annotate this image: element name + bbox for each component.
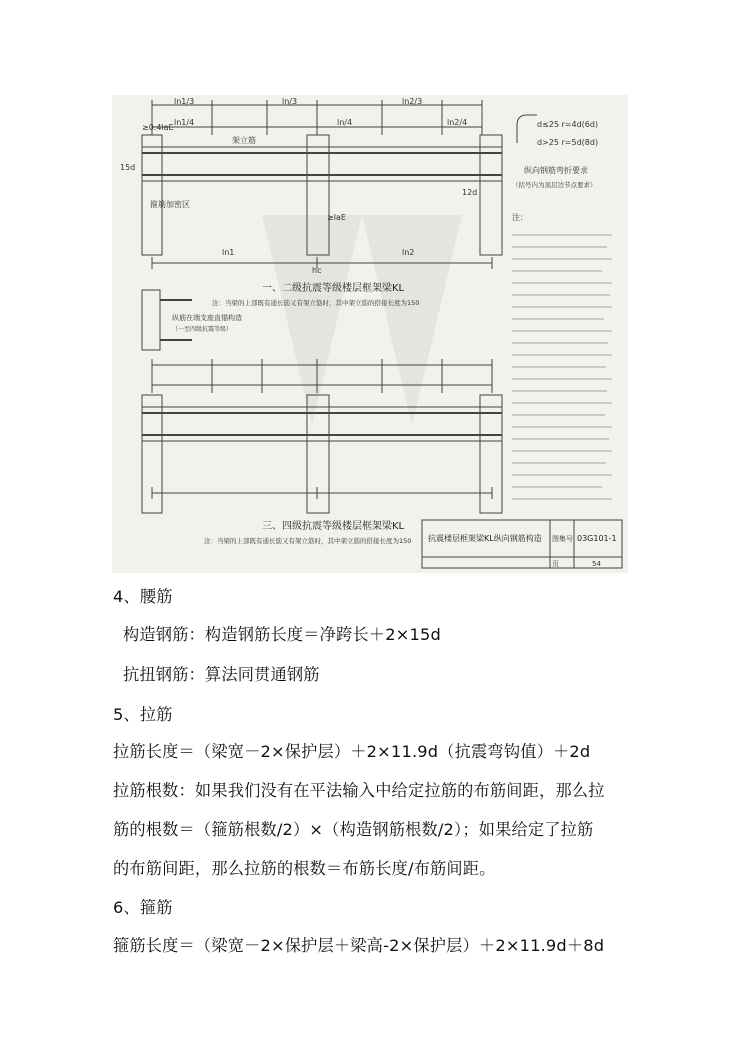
detail-1-title: 一、二级抗震等级楼层框架梁KL xyxy=(262,283,405,294)
text-stirrup-length: 箍筋长度＝（梁宽－2×保护层＋梁高-2×保护层）＋2×11.9d＋8d xyxy=(113,936,605,955)
label-15d: 15d xyxy=(120,163,136,172)
detail-2-note: 注：当梁的上部既有通长筋又有架立筋时，其中架立筋的搭接长度为150 xyxy=(204,537,412,545)
side-anchor-sub: （一至四级抗震等级） xyxy=(172,326,233,333)
label-12d: 12d xyxy=(462,188,478,197)
hook-d1: d≤25 r=4d(6d) xyxy=(537,120,599,129)
label-ln1: ln1 xyxy=(222,248,235,257)
hook-sub: （括号内为顶层边节点要求） xyxy=(512,181,597,189)
text-construction-bar: 构造钢筋：构造钢筋长度＝净跨长＋2×15d xyxy=(123,625,441,644)
label-ln-4: ln/4 xyxy=(337,118,353,127)
notes-title: 注： xyxy=(512,213,528,222)
text-tie-length: 拉筋长度＝（梁宽－2×保护层）＋2×11.9d（抗震弯钩值）＋2d xyxy=(113,742,591,761)
text-tie-count-1: 拉筋根数：如果我们没有在平法输入中给定拉筋的布筋间距，那么拉 xyxy=(113,781,605,800)
heading-tie-bar: 5、拉筋 xyxy=(113,705,173,724)
label-ln-3: ln/3 xyxy=(282,97,298,106)
title-block-page: 54 xyxy=(592,560,601,568)
heading-waist-bar: 4、腰筋 xyxy=(113,587,173,606)
label-stirrup: 箍筋加密区 xyxy=(150,200,190,209)
heading-stirrup: 6、箍筋 xyxy=(113,898,173,917)
label-hc: hc xyxy=(312,266,322,275)
label-ln2-3: ln2/3 xyxy=(402,97,423,106)
watermark xyxy=(262,215,462,425)
title-block-no: 03G101-1 xyxy=(577,534,617,543)
text-tie-count-2: 筋的根数＝（箍筋根数/2）×（构造钢筋根数/2）；如果给定了拉筋 xyxy=(113,820,594,839)
label-ln1-4: ln1/4 xyxy=(174,118,195,127)
label-ln1-3: ln1/3 xyxy=(174,97,195,106)
detail-2-title: 三、四级抗震等级楼层框架梁KL xyxy=(262,521,405,532)
title-block-page-label: 页 xyxy=(552,560,559,568)
side-anchor-label: 纵筋在端支座直锚构造 xyxy=(172,314,242,322)
label-04lae: ≥0.4laE xyxy=(142,123,174,132)
label-erect: 架立筋 xyxy=(232,136,256,145)
label-ln2: ln2 xyxy=(402,248,415,257)
detail-sheet-svg xyxy=(112,95,628,573)
title-block-title: 抗震楼层框架梁KL纵向钢筋构造 xyxy=(428,534,542,543)
hook-title: 纵向钢筋弯折要求 xyxy=(524,166,588,175)
detail-1-labels xyxy=(120,97,598,275)
hook-d2: d>25 r=5d(8d) xyxy=(537,138,599,147)
notes-text-lines xyxy=(512,235,612,499)
text-torsion-bar: 抗扭钢筋：算法同贯通钢筋 xyxy=(123,665,320,684)
text-tie-count-3: 的布筋间距，那么拉筋的根数＝布筋长度/布筋间距。 xyxy=(113,859,496,878)
detail-1-note: 注：当梁的上部既有通长筋又有架立筋时，其中架立筋的搭接长度为150 xyxy=(212,299,420,307)
title-block-no-label: 图集号 xyxy=(552,535,573,543)
label-ln2-4: ln2/4 xyxy=(447,118,468,127)
reinforcement-detail-drawing xyxy=(112,95,628,573)
label-lae: ≥laE xyxy=(327,213,346,222)
